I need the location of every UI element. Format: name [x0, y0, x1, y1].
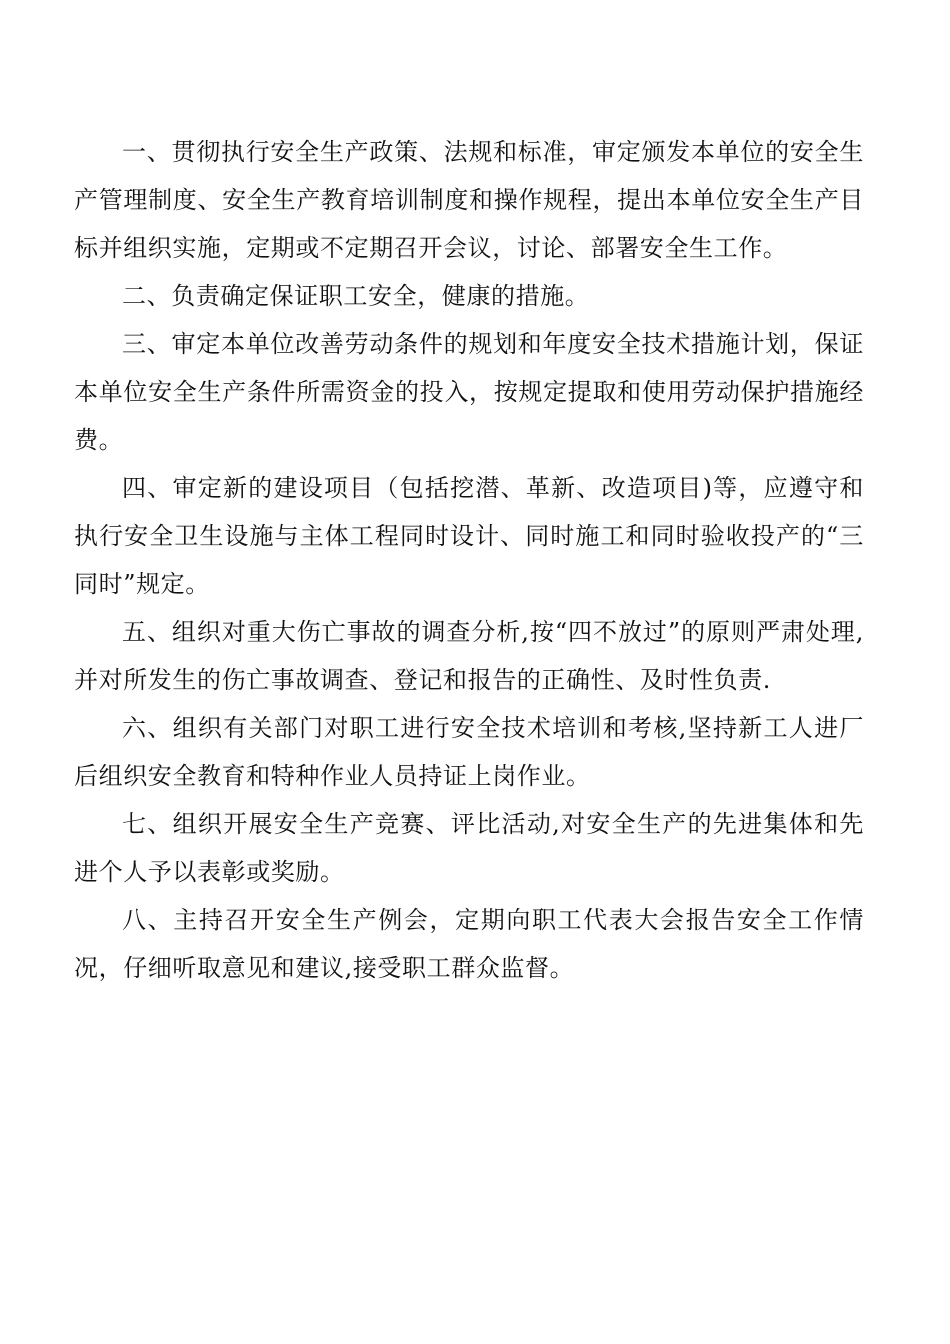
paragraph-3: 三、审定本单位改善劳动条件的规划和年度安全技术措施计划，保证本单位安全生产条件所需资金的投入，按规定提取和使用劳动保护措施经费。: [74, 330, 864, 454]
paragraph-5: 五、组织对重大伤亡事故的调查分析,按“四不放过”的原则严肃处理,并对所发生的伤亡事故调查、登记和报告的正确性、及时性负责.: [74, 618, 864, 694]
paragraph-2: 二、负责确定保证职工安全，健康的措施。: [122, 282, 590, 310]
paragraph-8: 八、主持召开安全生产例会，定期向职工代表大会报告安全工作情况，仔细听取意见和建议,接受职工群众监督。: [74, 906, 864, 982]
paragraph-6: 六、组织有关部门对职工进行安全技术培训和考核,坚持新工人进厂后组织安全教育和特种作业人员持证上岗作业。: [74, 714, 864, 790]
document-body: [74, 128, 864, 992]
paragraph-4: 四、审定新的建设项目（包括挖潜、革新、改造项目)等，应遵守和执行安全卫生设施与主体工程同时设计、同时施工和同时验收投产的“三同时”规定。: [74, 474, 864, 598]
paragraph-1: 一、贯彻执行安全生产政策、法规和标准，审定颁发本单位的安全生产管理制度、安全生产教育培训制度和操作规程，提出本单位安全生产目标并组织实施，定期或不定期召开会议，讨论、部署安全生工作。: [74, 138, 864, 262]
paragraph-7: 七、组织开展安全生产竞赛、评比活动,对安全生产的先进集体和先进个人予以表彰或奖励。: [74, 810, 864, 886]
